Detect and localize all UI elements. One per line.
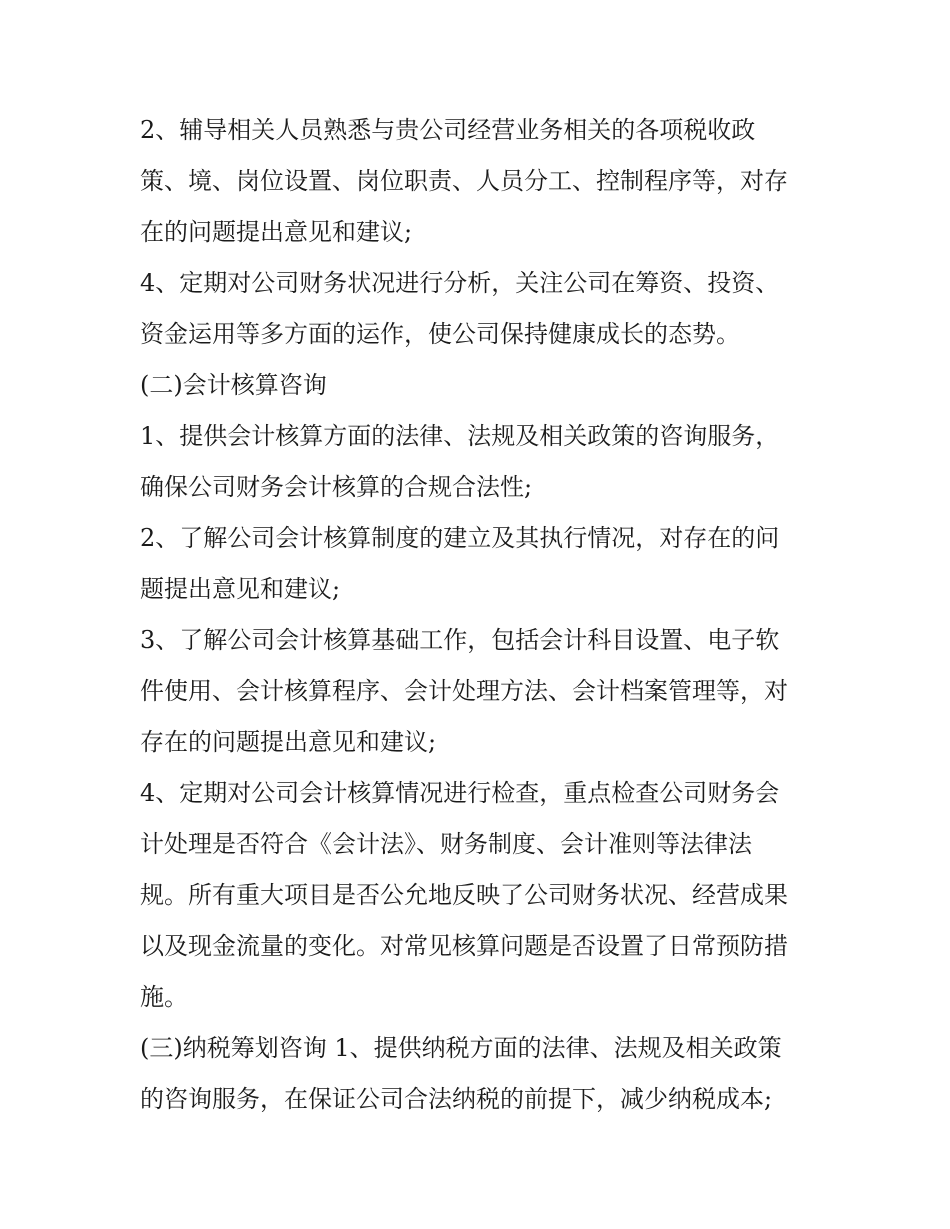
text-line: 4、定期对公司会计核算情况进行检查，重点检查公司财务会 — [140, 779, 780, 807]
text-line: 策、境、岗位设置、岗位职责、人员分工、控制程序等，对存 — [140, 167, 788, 195]
text-line: 4、定期对公司财务状况进行分析，关注公司在筹资、投资、 — [140, 269, 780, 297]
text-line: 规。所有重大项目是否公允地反映了公司财务状况、经营成果 — [140, 881, 788, 909]
text-line: 3、了解公司会计核算基础工作，包括会计科目设置、电子软 — [140, 626, 780, 654]
body-text — [140, 105, 830, 1125]
section-heading: (二)会计核算咨询 — [140, 371, 327, 399]
text-line: 在的问题提出意见和建议; — [140, 218, 413, 246]
text-line: 2、辅导相关人员熟悉与贵公司经营业务相关的各项税收政 — [140, 116, 756, 144]
text-line: 资金运用等多方面的运作，使公司保持健康成长的态势。 — [140, 320, 740, 348]
text-line: 计处理是否符合《会计法》、财务制度、会计准则等法律法 — [140, 830, 752, 858]
text-line: 以及现金流量的变化。对常见核算问题是否设置了日常预防措 — [140, 932, 788, 960]
text-line: 存在的问题提出意见和建议; — [140, 728, 437, 756]
text-line: 1、提供会计核算方面的法律、法规及相关政策的咨询服务， — [140, 422, 780, 450]
section-heading: (三)纳税筹划咨询 1、提供纳税方面的法律、法规及相关政策 — [140, 1034, 782, 1062]
text-line: 确保公司财务会计核算的合规合法性; — [140, 473, 533, 501]
text-line: 件使用、会计核算程序、会计处理方法、会计档案管理等，对 — [140, 677, 788, 705]
text-line: 的咨询服务，在保证公司合法纳税的前提下，减少纳税成本; — [140, 1085, 773, 1113]
text-line: 2、了解公司会计核算制度的建立及其执行情况，对存在的问 — [140, 524, 780, 552]
text-line: 题提出意见和建议; — [140, 575, 341, 603]
text-line: 施。 — [140, 983, 188, 1011]
